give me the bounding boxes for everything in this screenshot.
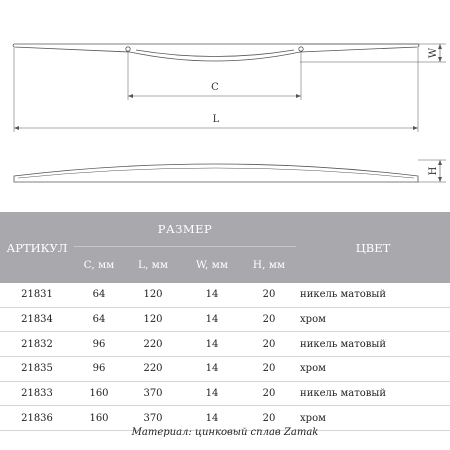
table-row <box>0 357 450 382</box>
handle-top-slot <box>136 50 294 57</box>
c-cell: 64 <box>74 307 124 332</box>
color-cell: никель матовый <box>296 332 450 357</box>
handle-top-view <box>13 44 419 61</box>
l-cell: 220 <box>124 332 182 357</box>
table-row <box>0 332 450 357</box>
l-cell: 370 <box>124 381 182 406</box>
color-header: ЦВЕТ <box>296 212 450 283</box>
l-column-header: L, мм <box>124 247 182 284</box>
article-cell: 21831 <box>0 283 74 307</box>
table-row <box>0 283 450 307</box>
article-cell: 21835 <box>0 357 74 382</box>
article-cell: 21832 <box>0 332 74 357</box>
color-cell: хром <box>296 357 450 382</box>
w-cell: 14 <box>182 332 242 357</box>
handle-technical-drawing <box>0 0 450 212</box>
spec-table <box>0 212 450 431</box>
c-cell: 64 <box>74 283 124 307</box>
color-cell: никель матовый <box>296 283 450 307</box>
color-cell: хром <box>296 307 450 332</box>
table-row <box>0 381 450 406</box>
w-cell: 14 <box>182 283 242 307</box>
size-header: РАЗМЕР <box>74 212 296 247</box>
w-column-header: W, мм <box>182 247 242 284</box>
color-cell: никель матовый <box>296 381 450 406</box>
w-cell: 14 <box>182 307 242 332</box>
article-cell: 21833 <box>0 381 74 406</box>
material-caption: Материал: цинковый сплав Zamak <box>131 427 319 438</box>
c-cell: 160 <box>74 381 124 406</box>
h-column-header: H, мм <box>242 247 296 284</box>
h-cell: 20 <box>242 307 296 332</box>
color-cell: хром <box>296 406 450 431</box>
mounting-hole-right <box>299 47 303 51</box>
c-cell: 96 <box>74 332 124 357</box>
c-dimension-label: C <box>211 82 219 93</box>
c-column-header: C, мм <box>74 247 124 284</box>
article-cell: 21836 <box>0 406 74 431</box>
l-cell: 220 <box>124 357 182 382</box>
h-cell: 20 <box>242 381 296 406</box>
c-cell: 160 <box>74 406 124 431</box>
article-cell: 21834 <box>0 307 74 332</box>
w-cell: 14 <box>182 357 242 382</box>
l-cell: 370 <box>124 406 182 431</box>
l-cell: 120 <box>124 307 182 332</box>
w-dimension-label: W <box>428 47 439 59</box>
article-header: АРТИКУЛ <box>0 212 74 283</box>
table-row <box>0 307 450 332</box>
mounting-hole-left <box>126 47 130 51</box>
w-cell: 14 <box>182 406 242 431</box>
h-dimension-label: H <box>428 166 439 176</box>
c-cell: 96 <box>74 357 124 382</box>
w-cell: 14 <box>182 381 242 406</box>
l-dimension-label: L <box>212 114 220 125</box>
h-cell: 20 <box>242 406 296 431</box>
h-cell: 20 <box>242 332 296 357</box>
h-cell: 20 <box>242 357 296 382</box>
h-cell: 20 <box>242 283 296 307</box>
l-cell: 120 <box>124 283 182 307</box>
